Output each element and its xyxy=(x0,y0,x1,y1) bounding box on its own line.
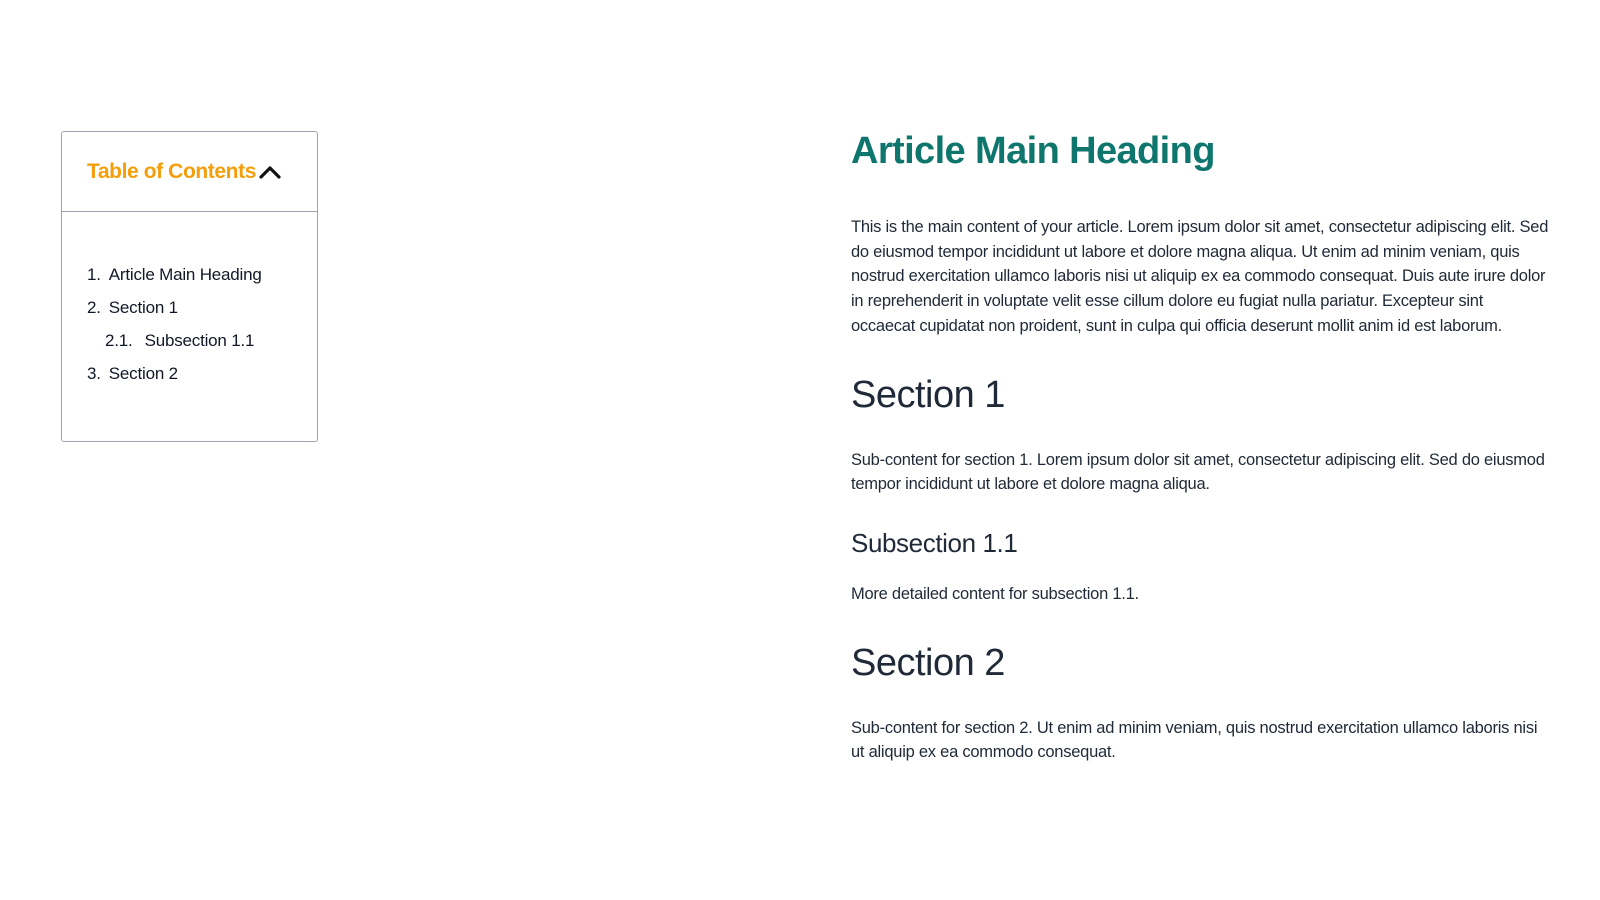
toc-item-label[interactable]: Section 2 xyxy=(108,364,178,383)
toc-toggle-button[interactable] xyxy=(257,160,283,184)
toc-item-section-1[interactable] xyxy=(87,297,317,330)
toc-item-label[interactable]: Section 1 xyxy=(108,298,178,317)
toc-item-label[interactable]: Subsection 1.1 xyxy=(144,331,255,350)
subsection-1-1-paragraph: More detailed content for subsection 1.1. xyxy=(851,584,1139,603)
toc-item-number: 2.1. xyxy=(105,331,133,350)
toc-item-label[interactable]: Article Main Heading xyxy=(108,265,262,284)
toc-item-number: 1. xyxy=(87,265,101,284)
article-main-heading: Article Main Heading xyxy=(851,130,1215,172)
section-2-heading: Section 2 xyxy=(851,641,1005,684)
chevron-up-icon xyxy=(258,164,282,180)
section-1-paragraph: Sub-content for section 1. Lorem ipsum dolor sit amet, consectetur adipiscing elit. Sed do eiusmod tempor incididunt ut labore et dolore magna aliqua. xyxy=(851,450,1545,494)
toc-item-subsection-1-1[interactable] xyxy=(87,330,317,363)
article-intro-paragraph: This is the main content of your article. Lorem ipsum dolor sit amet, consectetur adipiscing elit. Sed do eiusmod tempor incididunt ut labore et dolore magna aliqua. Ut enim ad minim veniam, quis nostrud exercitation ullamco laboris nisi ut aliquip ex ea commodo consequat. Duis aute irure dolor in reprehenderit in voluptate velit esse cillum dolore eu fugiat nulla pariatur. Excepteur sint occaecat cupidatat non proident, sunt in culpa qui officia deserunt mollit anim id est laborum. xyxy=(851,218,1549,335)
article xyxy=(851,128,1551,765)
toc-item-article-main-heading[interactable] xyxy=(87,264,317,297)
toc-header[interactable] xyxy=(62,132,317,212)
toc-title: Table of Contents xyxy=(87,159,256,183)
table-of-contents xyxy=(61,131,318,442)
section-2-paragraph: Sub-content for section 2. Ut enim ad minim veniam, quis nostrud exercitation ullamco laboris nisi ut aliquip ex ea commodo consequat. xyxy=(851,718,1538,762)
section-1-heading: Section 1 xyxy=(851,373,1005,416)
toc-item-section-2[interactable] xyxy=(87,363,317,396)
subsection-1-1-heading: Subsection 1.1 xyxy=(851,527,1018,558)
toc-list xyxy=(62,212,317,396)
toc-item-number: 3. xyxy=(87,364,101,383)
toc-item-number: 2. xyxy=(87,298,101,317)
